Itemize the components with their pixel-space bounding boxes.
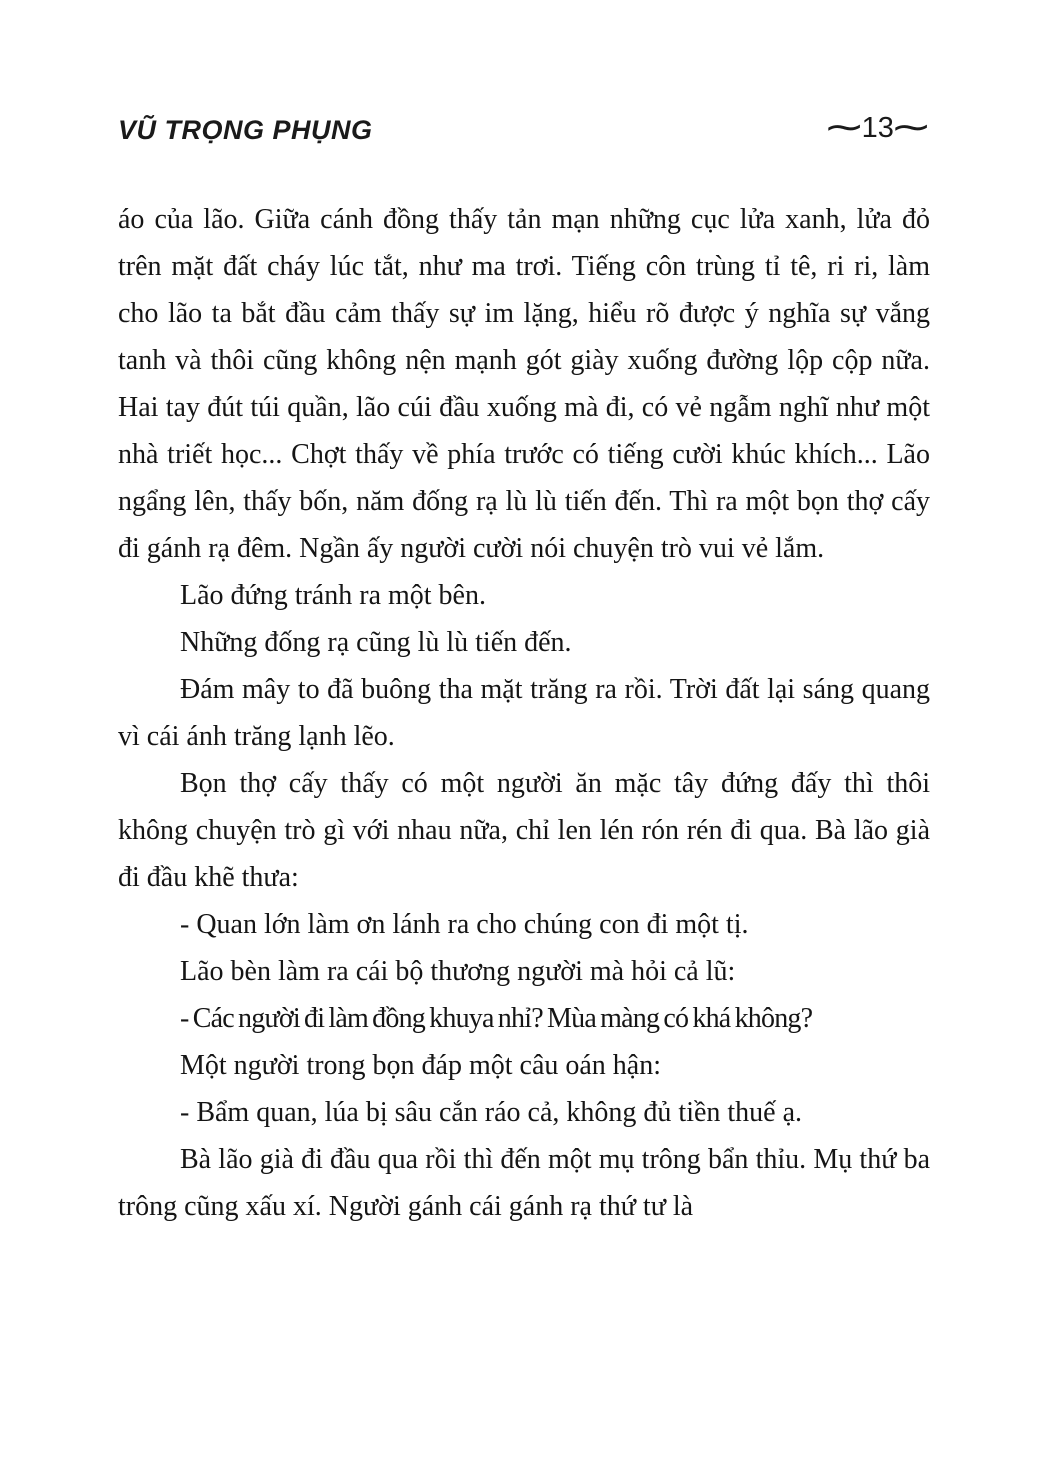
paragraph: Đám mây to đã buông tha mặt trăng ra rồi. Trời đất lại sáng quang vì cái ánh trăng lạnh lẽo.	[118, 674, 930, 752]
tilde-ornament-right-icon: ∼	[889, 107, 933, 148]
paragraph: Bà lão già đi đầu qua rồi thì đến một mụ trông bẩn thỉu. Mụ thứ ba trông cũng xấu xí. Người gánh cái gánh rạ thứ tư là	[118, 1144, 930, 1222]
tilde-ornament-left-icon: ∼	[823, 107, 866, 148]
paragraph: - Quan lớn làm ơn lánh ra cho chúng con đi một tị.	[180, 909, 749, 940]
paragraph: - Các người đi làm đồng khuya nhỉ? Mùa màng có khá không?	[180, 1003, 813, 1034]
paragraph: - Bẩm quan, lúa bị sâu cắn ráo cả, không đủ tiền thuế ạ.	[180, 1097, 803, 1128]
author-name: VŨ TRỌNG PHỤNG	[118, 115, 373, 145]
running-header	[118, 107, 933, 148]
paragraph: Bọn thợ cấy thấy có một người ăn mặc tây đứng đấy thì thôi không chuyện trò gì với nhau nữa, chỉ len lén rón rén đi qua. Bà lão già đi đầu khẽ thưa:	[118, 768, 930, 893]
paragraph: Những đống rạ cũng lù lù tiến đến.	[180, 627, 572, 658]
paragraph: Lão bèn làm ra cái bộ thương người mà hỏi cả lũ:	[180, 956, 736, 987]
body-text	[118, 196, 930, 1230]
paragraph: áo của lão. Giữa cánh đồng thấy tản mạn những cục lửa xanh, lửa đỏ trên mặt đất cháy lúc tắt, như ma trơi. Tiếng côn trùng tỉ tê, ri ri, làm cho lão ta bắt đầu cảm thấy sự im lặng, hiểu rõ được ý nghĩa sự vắng tanh và thôi cũng không nện mạnh gót giày xuống đường lộp cộp nữa. Hai tay đút túi quần, lão cúi đầu xuống mà đi, có vẻ ngẫm nghĩ như một nhà triết học... Chợt thấy về phía trước có tiếng cười khúc khích... Lão ngẩng lên, thấy bốn, năm đống rạ lù lù tiến đến. Thì ra một bọn thợ cấy đi gánh rạ đêm. Ngần ấy người cười nói chuyện trò vui vẻ lắm.	[118, 204, 930, 564]
paragraph: Một người trong bọn đáp một câu oán hận:	[180, 1050, 662, 1081]
paragraph: Lão đứng tránh ra một bên.	[180, 580, 486, 611]
page-number: 13	[861, 111, 894, 144]
page-number-group	[823, 107, 933, 148]
